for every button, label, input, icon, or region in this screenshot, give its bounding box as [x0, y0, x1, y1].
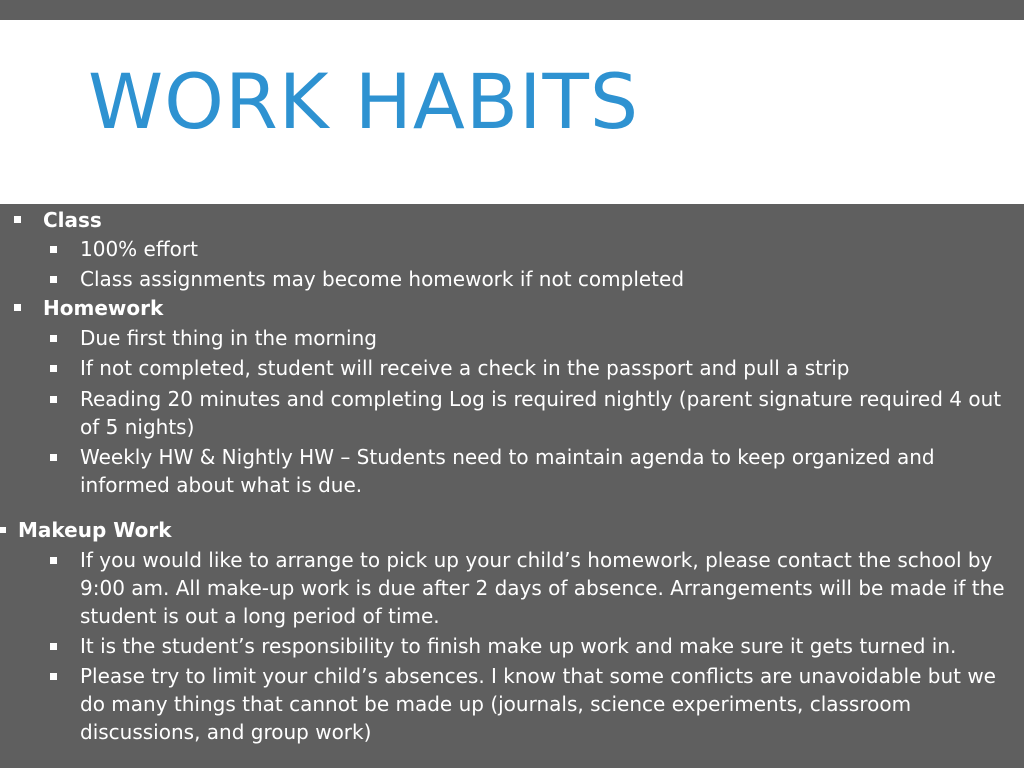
section-heading-label: Homework — [43, 296, 164, 320]
section-heading-label: Class — [43, 208, 102, 232]
section-heading-label: Makeup Work — [18, 518, 172, 542]
square-bullet-icon — [14, 304, 21, 311]
square-bullet-icon — [50, 454, 57, 461]
list-item — [50, 385, 1024, 441]
list-item-text: Please try to limit your child’s absences. I know that some conflicts are unavoidable but we do many things that cannot be made up (journals, science experiments, classroom discussions, and group work) — [80, 664, 996, 744]
square-bullet-icon — [50, 557, 57, 564]
square-bullet-icon — [50, 673, 57, 680]
list-item-text: Weekly HW & Nightly HW – Students need to maintain agenda to keep organized and informed about what is due. — [80, 445, 935, 497]
list-item-text: Class assignments may become homework if not completed — [80, 267, 685, 291]
top-strip — [0, 0, 1024, 20]
list-item-text: Due first thing in the morning — [80, 326, 377, 350]
square-bullet-icon — [50, 335, 57, 342]
square-bullet-icon — [50, 365, 57, 372]
section-heading-homework — [14, 294, 163, 322]
slide-content — [0, 204, 1024, 768]
square-bullet-icon — [50, 643, 57, 650]
square-bullet-icon — [50, 276, 57, 283]
list-item-text: If you would like to arrange to pick up your child’s homework, please contact the school by 9:00 am. All make-up work is due after 2 days of absence. Arrangements will be made if the student is out a long period of time. — [80, 548, 1005, 628]
list-item-text: It is the student’s responsibility to finish make up work and make sure it gets turned in. — [80, 634, 957, 658]
list-item — [50, 443, 1024, 499]
list-item — [50, 546, 1024, 630]
list-item — [50, 235, 1024, 263]
list-item — [50, 324, 1024, 352]
slide-title: WORK HABITS — [88, 57, 640, 146]
list-item — [50, 265, 1024, 293]
list-item-text: 100% effort — [80, 237, 198, 261]
list-item-text: If not completed, student will receive a check in the passport and pull a strip — [80, 356, 850, 380]
title-band — [0, 20, 1024, 204]
square-bullet-icon — [50, 396, 57, 403]
square-bullet-icon — [14, 216, 21, 223]
list-item — [50, 632, 1024, 660]
square-bullet-icon — [50, 246, 57, 253]
list-item — [50, 354, 1024, 382]
list-item — [50, 662, 1024, 746]
square-bullet-icon — [0, 527, 6, 533]
section-heading-makeup-work — [0, 516, 172, 544]
list-item-text: Reading 20 minutes and completing Log is required nightly (parent signature required 4 out of 5 nights) — [80, 387, 1002, 439]
section-heading-class — [14, 206, 102, 234]
